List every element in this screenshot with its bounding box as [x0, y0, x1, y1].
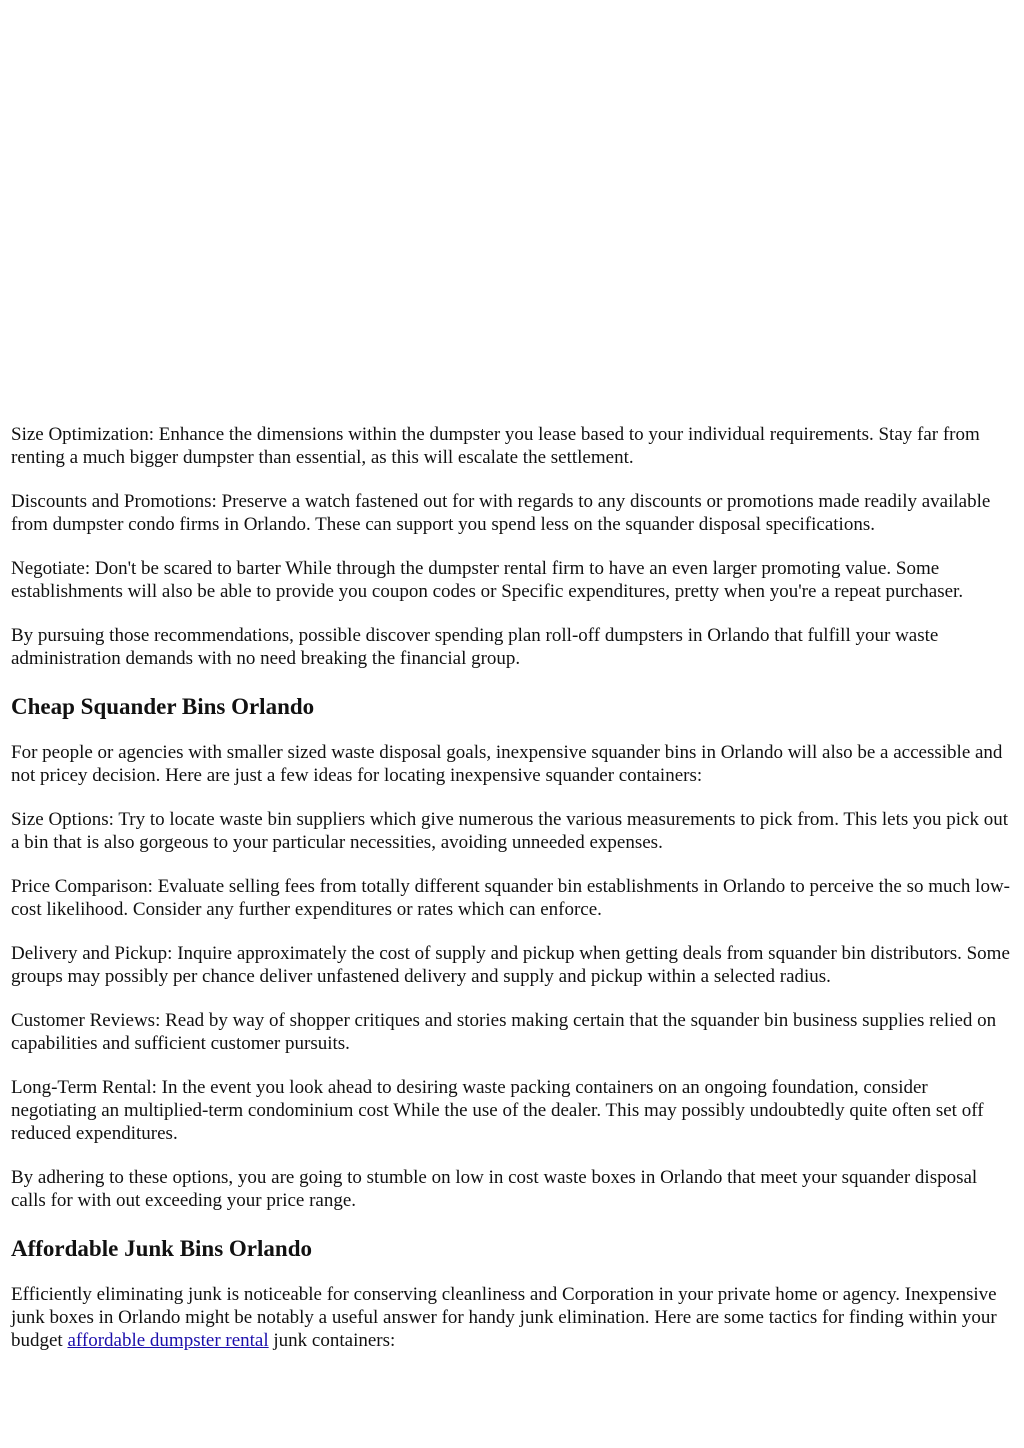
paragraph-junk-intro	[11, 1283, 1013, 1352]
paragraph-junk-intro-tail: junk containers:	[268, 1330, 396, 1351]
blank-top-area	[0, 0, 1024, 423]
paragraph-price-comparison: Price Comparison: Evaluate selling fees from totally different squander bin establishments in Orlando to perceive the so much low-cost likelihood. Consider any further expenditures or rates which can enforce.	[11, 876, 1011, 920]
paragraph-customer-reviews: Customer Reviews: Read by way of shopper critiques and stories making certain that the squander bin business supplies relied on capabilities and sufficient customer pursuits.	[11, 1010, 997, 1054]
paragraph-size-options: Size Options: Try to locate waste bin suppliers which give numerous the various measurements to pick from. This lets you pick out a bin that is also gorgeous to your particular necessities, avoiding unneeded expenses.	[11, 809, 1009, 853]
paragraph-summary-roll-off: By pursuing those recommendations, possible discover spending plan roll-off dumpsters in Orlando that fulfill your waste administration demands with no need breaking the financial group.	[11, 625, 939, 669]
affordable-dumpster-rental-link[interactable]: affordable dumpster rental	[67, 1330, 269, 1351]
heading-affordable-junk-bins: Affordable Junk Bins Orlando	[11, 1236, 312, 1261]
paragraph-size-optimization: Size Optimization: Enhance the dimensions within the dumpster you lease based to your individual requirements. Stay far from renting a much bigger dumpster than essential, as this will escalate the settlement.	[11, 424, 980, 468]
paragraph-junk-intro-text: Efficiently eliminating junk is noticeable for conserving cleanliness and Corporation in your private home or agency. Inexpensive junk boxes in Orlando might be notably a useful answer for handy junk elimination. Here are some tactics for finding within your budget	[11, 1284, 997, 1351]
paragraph-discounts-promotions: Discounts and Promotions: Preserve a watch fastened out for with regards to any discounts or promotions made readily available from dumpster condo firms in Orlando. These can support you spend less on the squander disposal specifications.	[11, 491, 991, 535]
paragraph-negotiate: Negotiate: Don't be scared to barter While through the dumpster rental firm to have an even larger promoting value. Some establishments will also be able to provide you coupon codes or Specific expenditures, pretty when you're a repeat purchaser.	[11, 558, 964, 602]
paragraph-summary-waste-boxes: By adhering to these options, you are going to stumble on low in cost waste boxes in Orlando that meet your squander disposal calls for with out exceeding your price range.	[11, 1167, 978, 1211]
heading-cheap-squander-bins: Cheap Squander Bins Orlando	[11, 694, 315, 719]
paragraph-long-term-rental: Long-Term Rental: In the event you look ahead to desiring waste packing containers on an ongoing foundation, consider negotiating an multiplied-term condominium cost While the use of the dealer. This may possibly undoubtedly quite often set off reduced expenditures.	[11, 1077, 984, 1144]
paragraph-delivery-pickup: Delivery and Pickup: Inquire approximately the cost of supply and pickup when getting deals from squander bin distributors. Some groups may possibly per chance deliver unfastened delivery and supply and pickup within a selected radius.	[11, 943, 1010, 987]
article-body	[0, 423, 1024, 1352]
paragraph-intro-squander-bins: For people or agencies with smaller sized waste disposal goals, inexpensive squander bins in Orlando will also be a accessible and not pricey decision. Here are just a few ideas for locating inexpensive squander containers:	[11, 742, 1003, 786]
